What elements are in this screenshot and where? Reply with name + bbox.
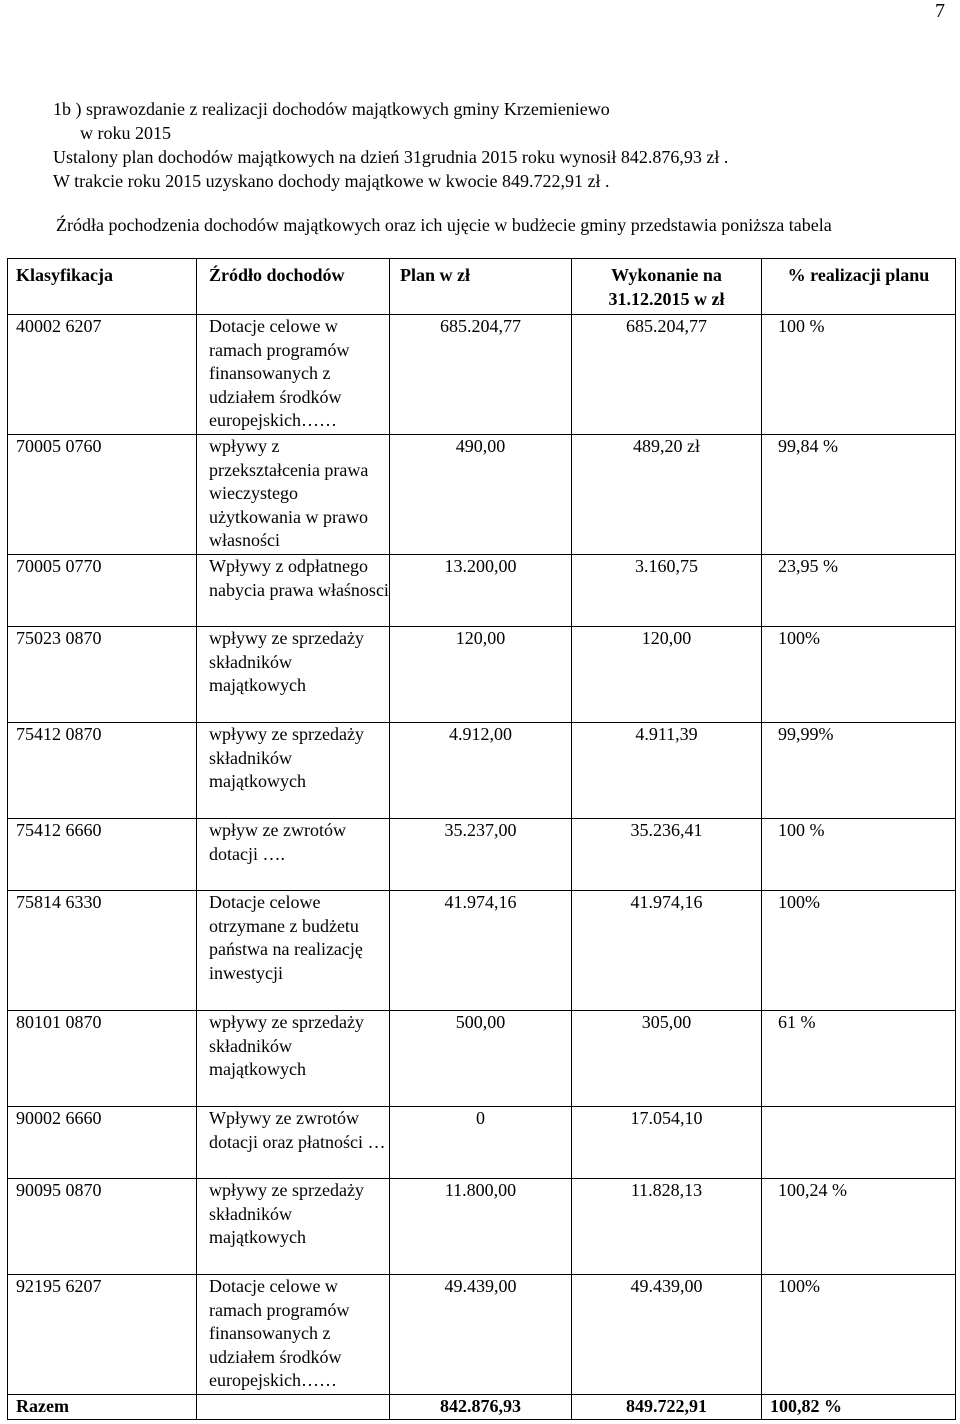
cell-plan: 685.204,77	[390, 315, 572, 435]
heading-line-2: w roku 2015	[80, 123, 171, 143]
total-plan: 842.876,93	[390, 1395, 572, 1420]
cell-zrodlo: Dotacje celowe w ramach programów finansowanych z udziałem środków europejskich……	[197, 315, 390, 435]
cell-wykonanie: 489,20 zł	[572, 435, 762, 555]
cell-realizacja: 100%	[762, 891, 956, 1011]
cell-realizacja: 23,95 %	[762, 555, 956, 627]
cell-wykonanie: 685.204,77	[572, 315, 762, 435]
cell-realizacja: 100%	[762, 1275, 956, 1395]
total-wykonanie: 849.722,91	[572, 1395, 762, 1420]
cell-plan: 11.800,00	[390, 1179, 572, 1275]
income-table	[7, 258, 956, 1420]
table-row	[8, 627, 956, 723]
cell-realizacja: 61 %	[762, 1011, 956, 1107]
cell-wykonanie: 4.911,39	[572, 723, 762, 819]
cell-wykonanie: 3.160,75	[572, 555, 762, 627]
cell-klasyfikacja: 90095 0870	[8, 1179, 197, 1275]
cell-klasyfikacja: 70005 0760	[8, 435, 197, 555]
page-number: 7	[935, 0, 945, 22]
table-row	[8, 1011, 956, 1107]
table-row	[8, 1275, 956, 1395]
total-label: Razem	[8, 1395, 197, 1420]
cell-realizacja: 100 %	[762, 819, 956, 891]
header-klasyfikacja: Klasyfikacja	[8, 259, 197, 315]
cell-zrodlo: Dotacje celowe otrzymane z budżetu państwa na realizację inwestycji	[197, 891, 390, 1011]
table-row	[8, 891, 956, 1011]
cell-realizacja: 99,84 %	[762, 435, 956, 555]
cell-wykonanie: 41.974,16	[572, 891, 762, 1011]
table-header-row	[8, 259, 956, 315]
table-row	[8, 1179, 956, 1275]
cell-zrodlo: Wpływy z odpłatnego nabycia prawa właśnosci	[197, 555, 390, 627]
cell-zrodlo: wpływy ze sprzedaży składników majątkowych	[197, 1179, 390, 1275]
document-heading	[53, 97, 728, 193]
cell-plan: 490,00	[390, 435, 572, 555]
cell-klasyfikacja: 90002 6660	[8, 1107, 197, 1179]
cell-plan: 41.974,16	[390, 891, 572, 1011]
cell-wykonanie: 305,00	[572, 1011, 762, 1107]
table-total-row	[8, 1395, 956, 1420]
cell-zrodlo: wpływy z przekształcenia prawa wieczystego użytkowania w prawo własności	[197, 435, 390, 555]
cell-klasyfikacja: 75023 0870	[8, 627, 197, 723]
cell-wykonanie: 11.828,13	[572, 1179, 762, 1275]
header-realizacja: % realizacji planu	[762, 259, 956, 315]
table-row	[8, 1107, 956, 1179]
heading-line-3: Ustalony plan dochodów majątkowych na dzień 31grudnia 2015 roku wynosił 842.876,93 zł .	[53, 147, 729, 167]
cell-klasyfikacja: 70005 0770	[8, 555, 197, 627]
cell-realizacja: 100 %	[762, 315, 956, 435]
cell-plan: 500,00	[390, 1011, 572, 1107]
cell-zrodlo: wpływy ze sprzedaży składników majątkowych	[197, 723, 390, 819]
cell-plan: 49.439,00	[390, 1275, 572, 1395]
cell-zrodlo: wpływy ze sprzedaży składników majątkowych	[197, 627, 390, 723]
heading-line-4: W trakcie roku 2015 uzyskano dochody majątkowe w kwocie 849.722,91 zł .	[53, 171, 610, 191]
cell-realizacja: 99,99%	[762, 723, 956, 819]
header-wykonanie: Wykonanie na 31.12.2015 w zł	[572, 259, 762, 315]
cell-klasyfikacja: 75412 6660	[8, 819, 197, 891]
cell-wykonanie: 49.439,00	[572, 1275, 762, 1395]
cell-klasyfikacja: 92195 6207	[8, 1275, 197, 1395]
cell-plan: 120,00	[390, 627, 572, 723]
table-row	[8, 723, 956, 819]
cell-plan: 13.200,00	[390, 555, 572, 627]
cell-zrodlo: Dotacje celowe w ramach programów finansowanych z udziałem środków europejskich……	[197, 1275, 390, 1395]
intro-text: Źródła pochodzenia dochodów majątkowych oraz ich ujęcie w budżecie gminy przedstawia poniższa tabela	[56, 215, 832, 235]
cell-zrodlo: Wpływy ze zwrotów dotacji oraz płatności …	[197, 1107, 390, 1179]
cell-klasyfikacja: 75412 0870	[8, 723, 197, 819]
cell-klasyfikacja: 75814 6330	[8, 891, 197, 1011]
table-row	[8, 315, 956, 435]
table-row	[8, 819, 956, 891]
cell-zrodlo: wpływy ze sprzedaży składników majątkowych	[197, 1011, 390, 1107]
cell-plan: 4.912,00	[390, 723, 572, 819]
table-row	[8, 555, 956, 627]
cell-wykonanie: 17.054,10	[572, 1107, 762, 1179]
cell-realizacja: 100%	[762, 627, 956, 723]
cell-wykonanie: 120,00	[572, 627, 762, 723]
cell-wykonanie: 35.236,41	[572, 819, 762, 891]
heading-line-1: 1b ) sprawozdanie z realizacji dochodów majątkowych gminy Krzemieniewo	[53, 99, 610, 119]
header-zrodlo: Źródło dochodów	[197, 259, 390, 315]
cell-realizacja	[762, 1107, 956, 1179]
header-plan: Plan w zł	[390, 259, 572, 315]
cell-realizacja: 100,24 %	[762, 1179, 956, 1275]
total-empty	[197, 1395, 390, 1420]
cell-klasyfikacja: 80101 0870	[8, 1011, 197, 1107]
table-row	[8, 435, 956, 555]
cell-klasyfikacja: 40002 6207	[8, 315, 197, 435]
cell-plan: 0	[390, 1107, 572, 1179]
total-realizacja: 100,82 %	[762, 1395, 956, 1420]
cell-zrodlo: wpływ ze zwrotów dotacji ….	[197, 819, 390, 891]
cell-plan: 35.237,00	[390, 819, 572, 891]
